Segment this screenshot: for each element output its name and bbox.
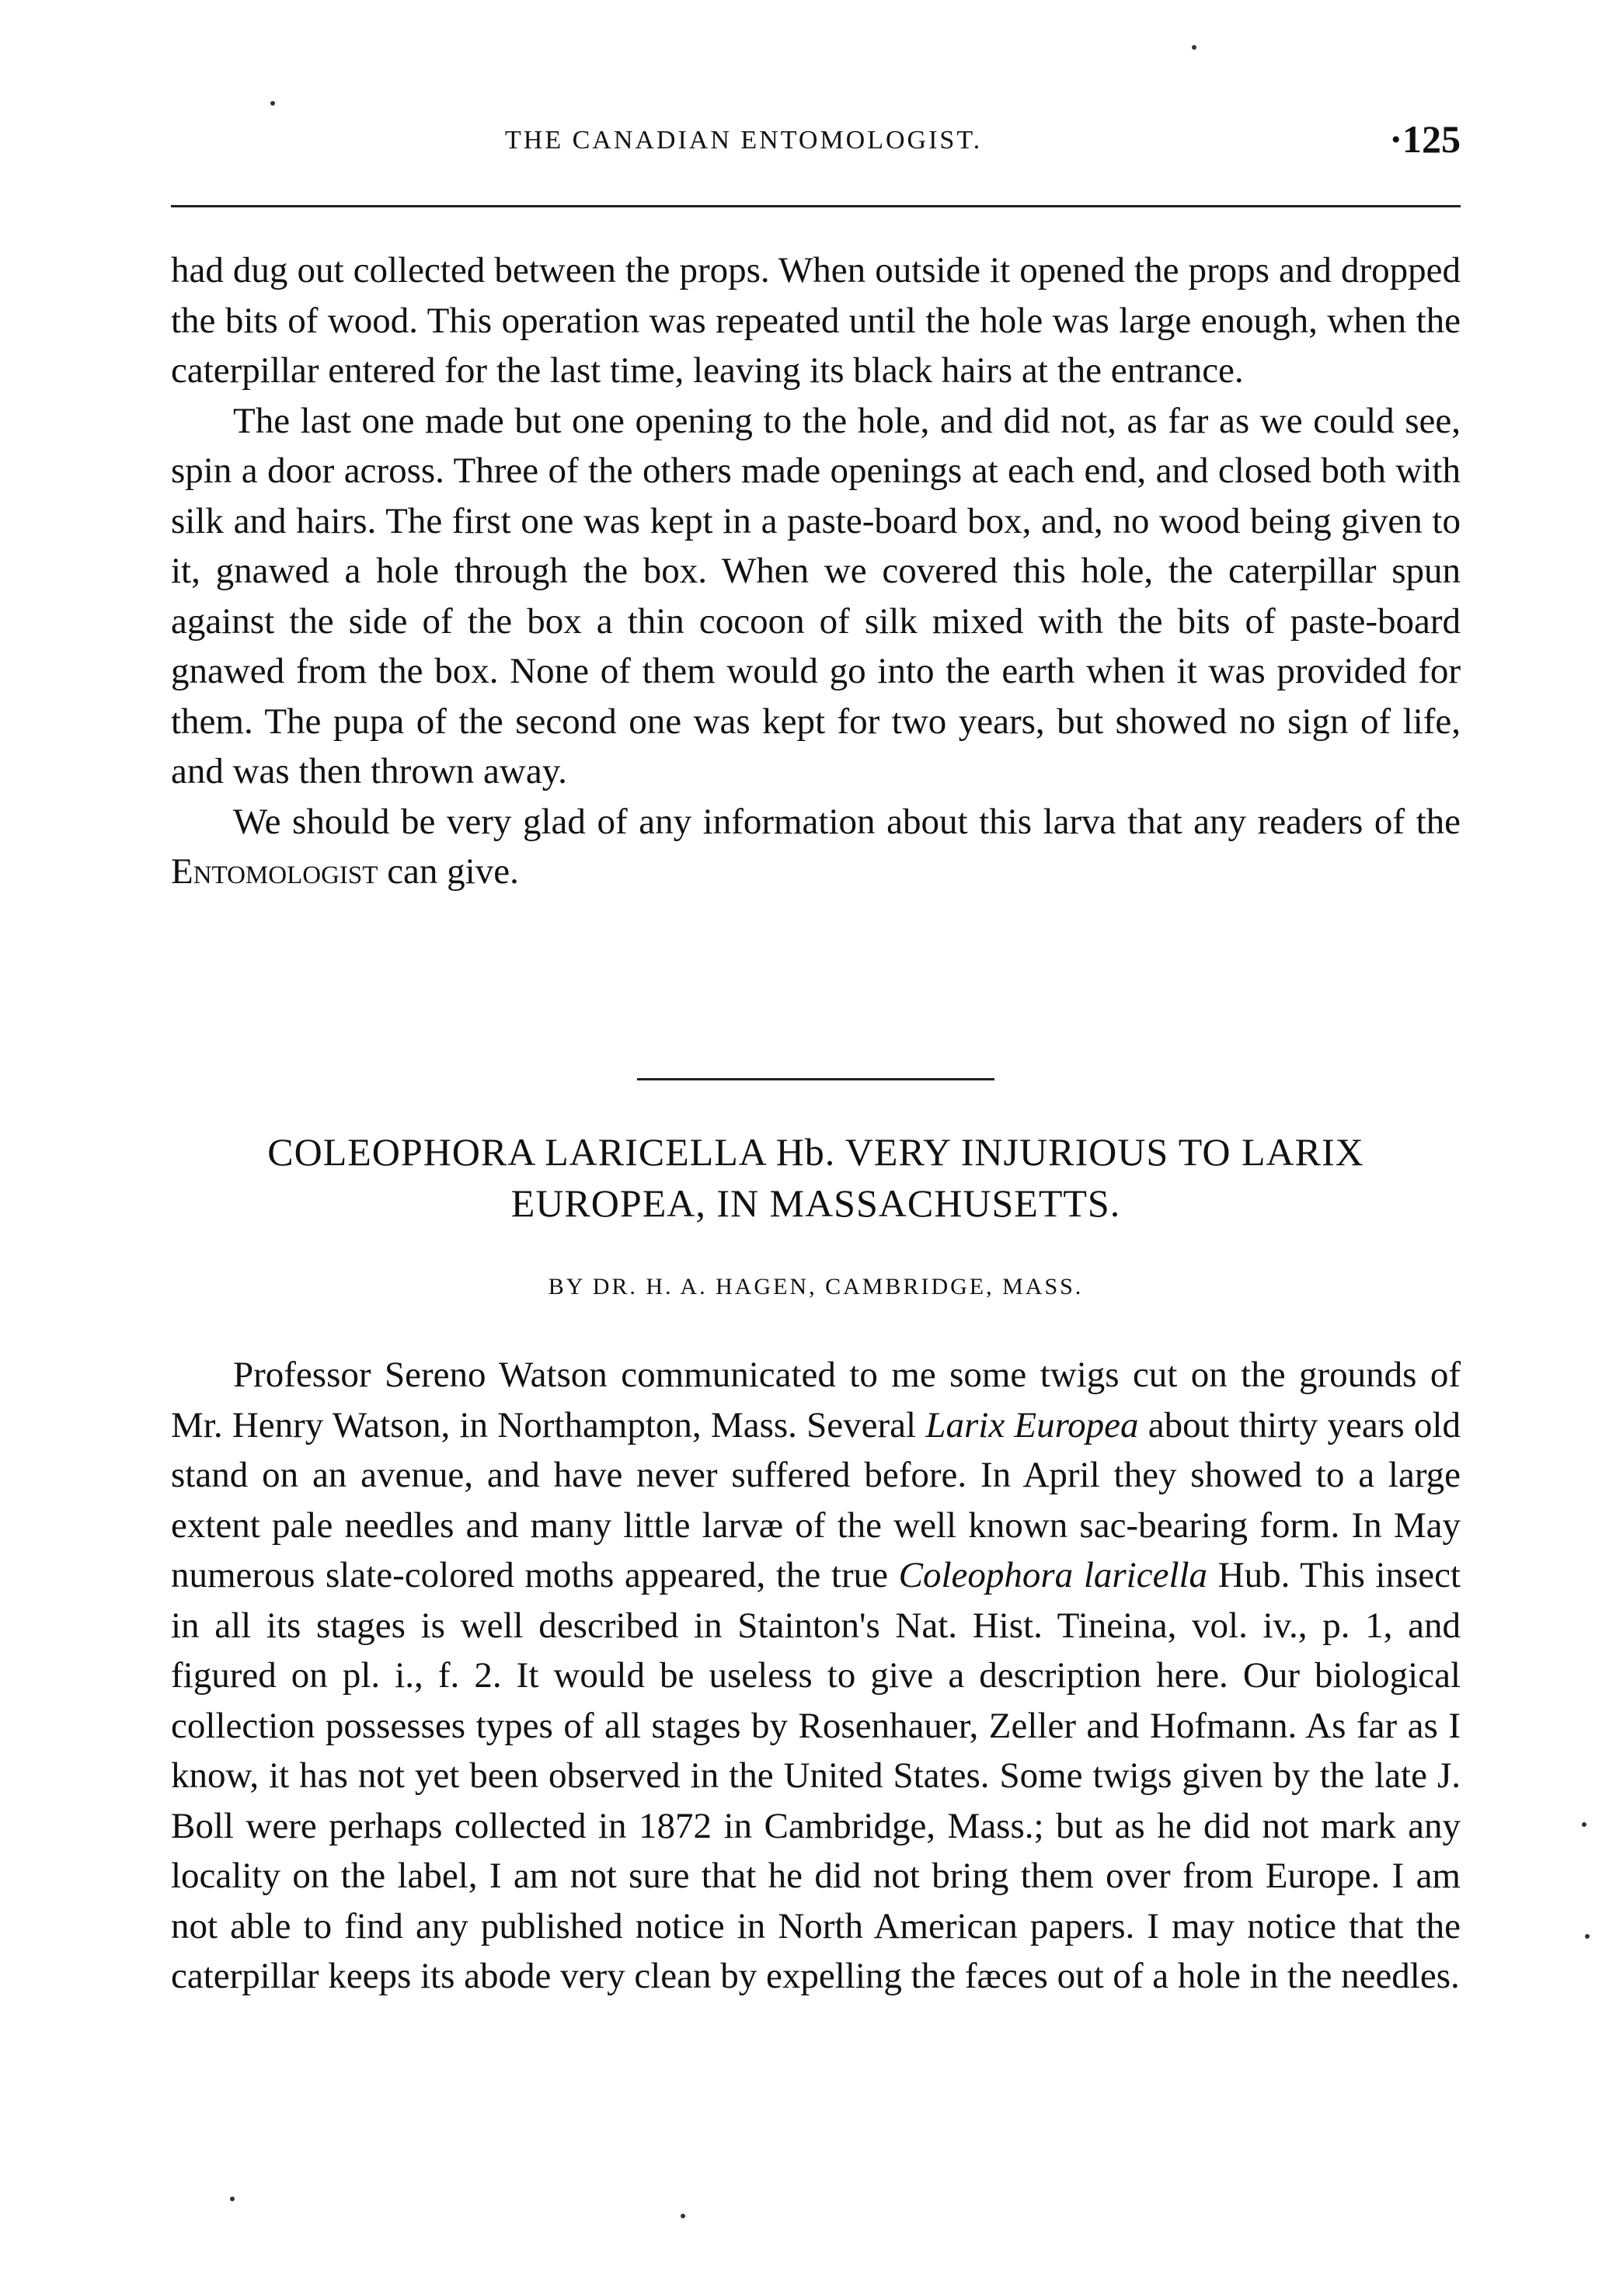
section-separator (637, 1078, 994, 1080)
article-paragraph (171, 1350, 1461, 2002)
article-title-line-2: EUROPEA, IN MASSACHUSETTS. (510, 1181, 1121, 1225)
paragraph-3-text-a: We should be very glad of any information about this larva that any readers of the (233, 801, 1461, 842)
article-title-line-1: COLEOPHORA LARICELLA Hb. VERY INJURIOUS TO LARIX (267, 1130, 1364, 1174)
article-text-3: Hub. This insect in all its stages is well described in Stainton's Nat. Hist. Tineina, vol. iv., p. 1, and figured on pl. i., f. 2. It would be useless to give a description here. Our biological collection possesses types of all stages by Rosenhauer, Zeller and Hofmann. As far as I know, it has not yet been observed in the United States. Some twigs given by the late J. Boll were perhaps collected in 1872 in Cambridge, Mass.; but as he did not mark any locality on the label, I am not sure that he did not bring them over from Europe. I am not able to find any published notice in North American papers. I may notice that the caterpillar keeps its abode very clean by expelling the fæces out of a hole in the needles. (171, 1555, 1461, 1996)
running-header (171, 117, 1461, 171)
paragraph-2: The last one made but one opening to the hole, and did not, as far as we could see, spin a door across. Three of the others made openings at each end, and closed both with silk and hairs. The first one was kept in a paste-board box, and, no wood being given to it, gnawed a hole through the box. When we covered this hole, the caterpillar spun against the side of the box a thin cocoon of silk mixed with the bits of paste-board gnawed from the box. None of them would go into the earth when it was provided for them. The pupa of the second one was kept for two years, but showed no sign of life, and was then thrown away. (171, 400, 1461, 791)
continued-article-text (171, 245, 1461, 897)
article-title (171, 1126, 1461, 1229)
page-number: ·125 (1389, 117, 1461, 161)
article-byline: BY DR. H. A. HAGEN, CAMBRIDGE, MASS. (548, 1274, 1084, 1299)
journal-name: Entomologist (171, 851, 378, 892)
paragraph-1: had dug out collected between the props. When outside it opened the props and dropped the bits of wood. This operation was repeated until the hole was large enough, when the caterpillar entered for the last time, leaving its black hairs at the entrance. (171, 250, 1461, 391)
species-name-coleophora: Coleophora laricella (898, 1555, 1208, 1595)
scan-speck (681, 2214, 685, 2218)
species-name-larix: Larix Europea (925, 1404, 1139, 1445)
scan-speck (270, 101, 275, 106)
journal-running-title: THE CANADIAN ENTOMOLOGIST. (505, 126, 983, 155)
scan-speck (1192, 45, 1196, 50)
article-text-1: Professor Sereno Watson communicated to me some twigs cut on the grounds of Mr. Henry Watson, in Northampton, Mass. Several (171, 1355, 1461, 1445)
article-body (171, 1350, 1461, 2002)
scan-speck (1585, 1934, 1590, 1939)
scan-speck (230, 2197, 235, 2201)
scan-speck (1582, 1822, 1586, 1827)
paragraph-3-text-b: can give. (378, 851, 519, 892)
header-rule (171, 205, 1461, 207)
article-text-2: about thirty years old stand on an avenue, and have never suffered before. In April they showed to a large extent pale needles and many little larvæ of the well known sac-bearing form. In May numerous slate-colored moths appeared, the true (171, 1404, 1461, 1595)
paragraph-3 (171, 797, 1461, 897)
